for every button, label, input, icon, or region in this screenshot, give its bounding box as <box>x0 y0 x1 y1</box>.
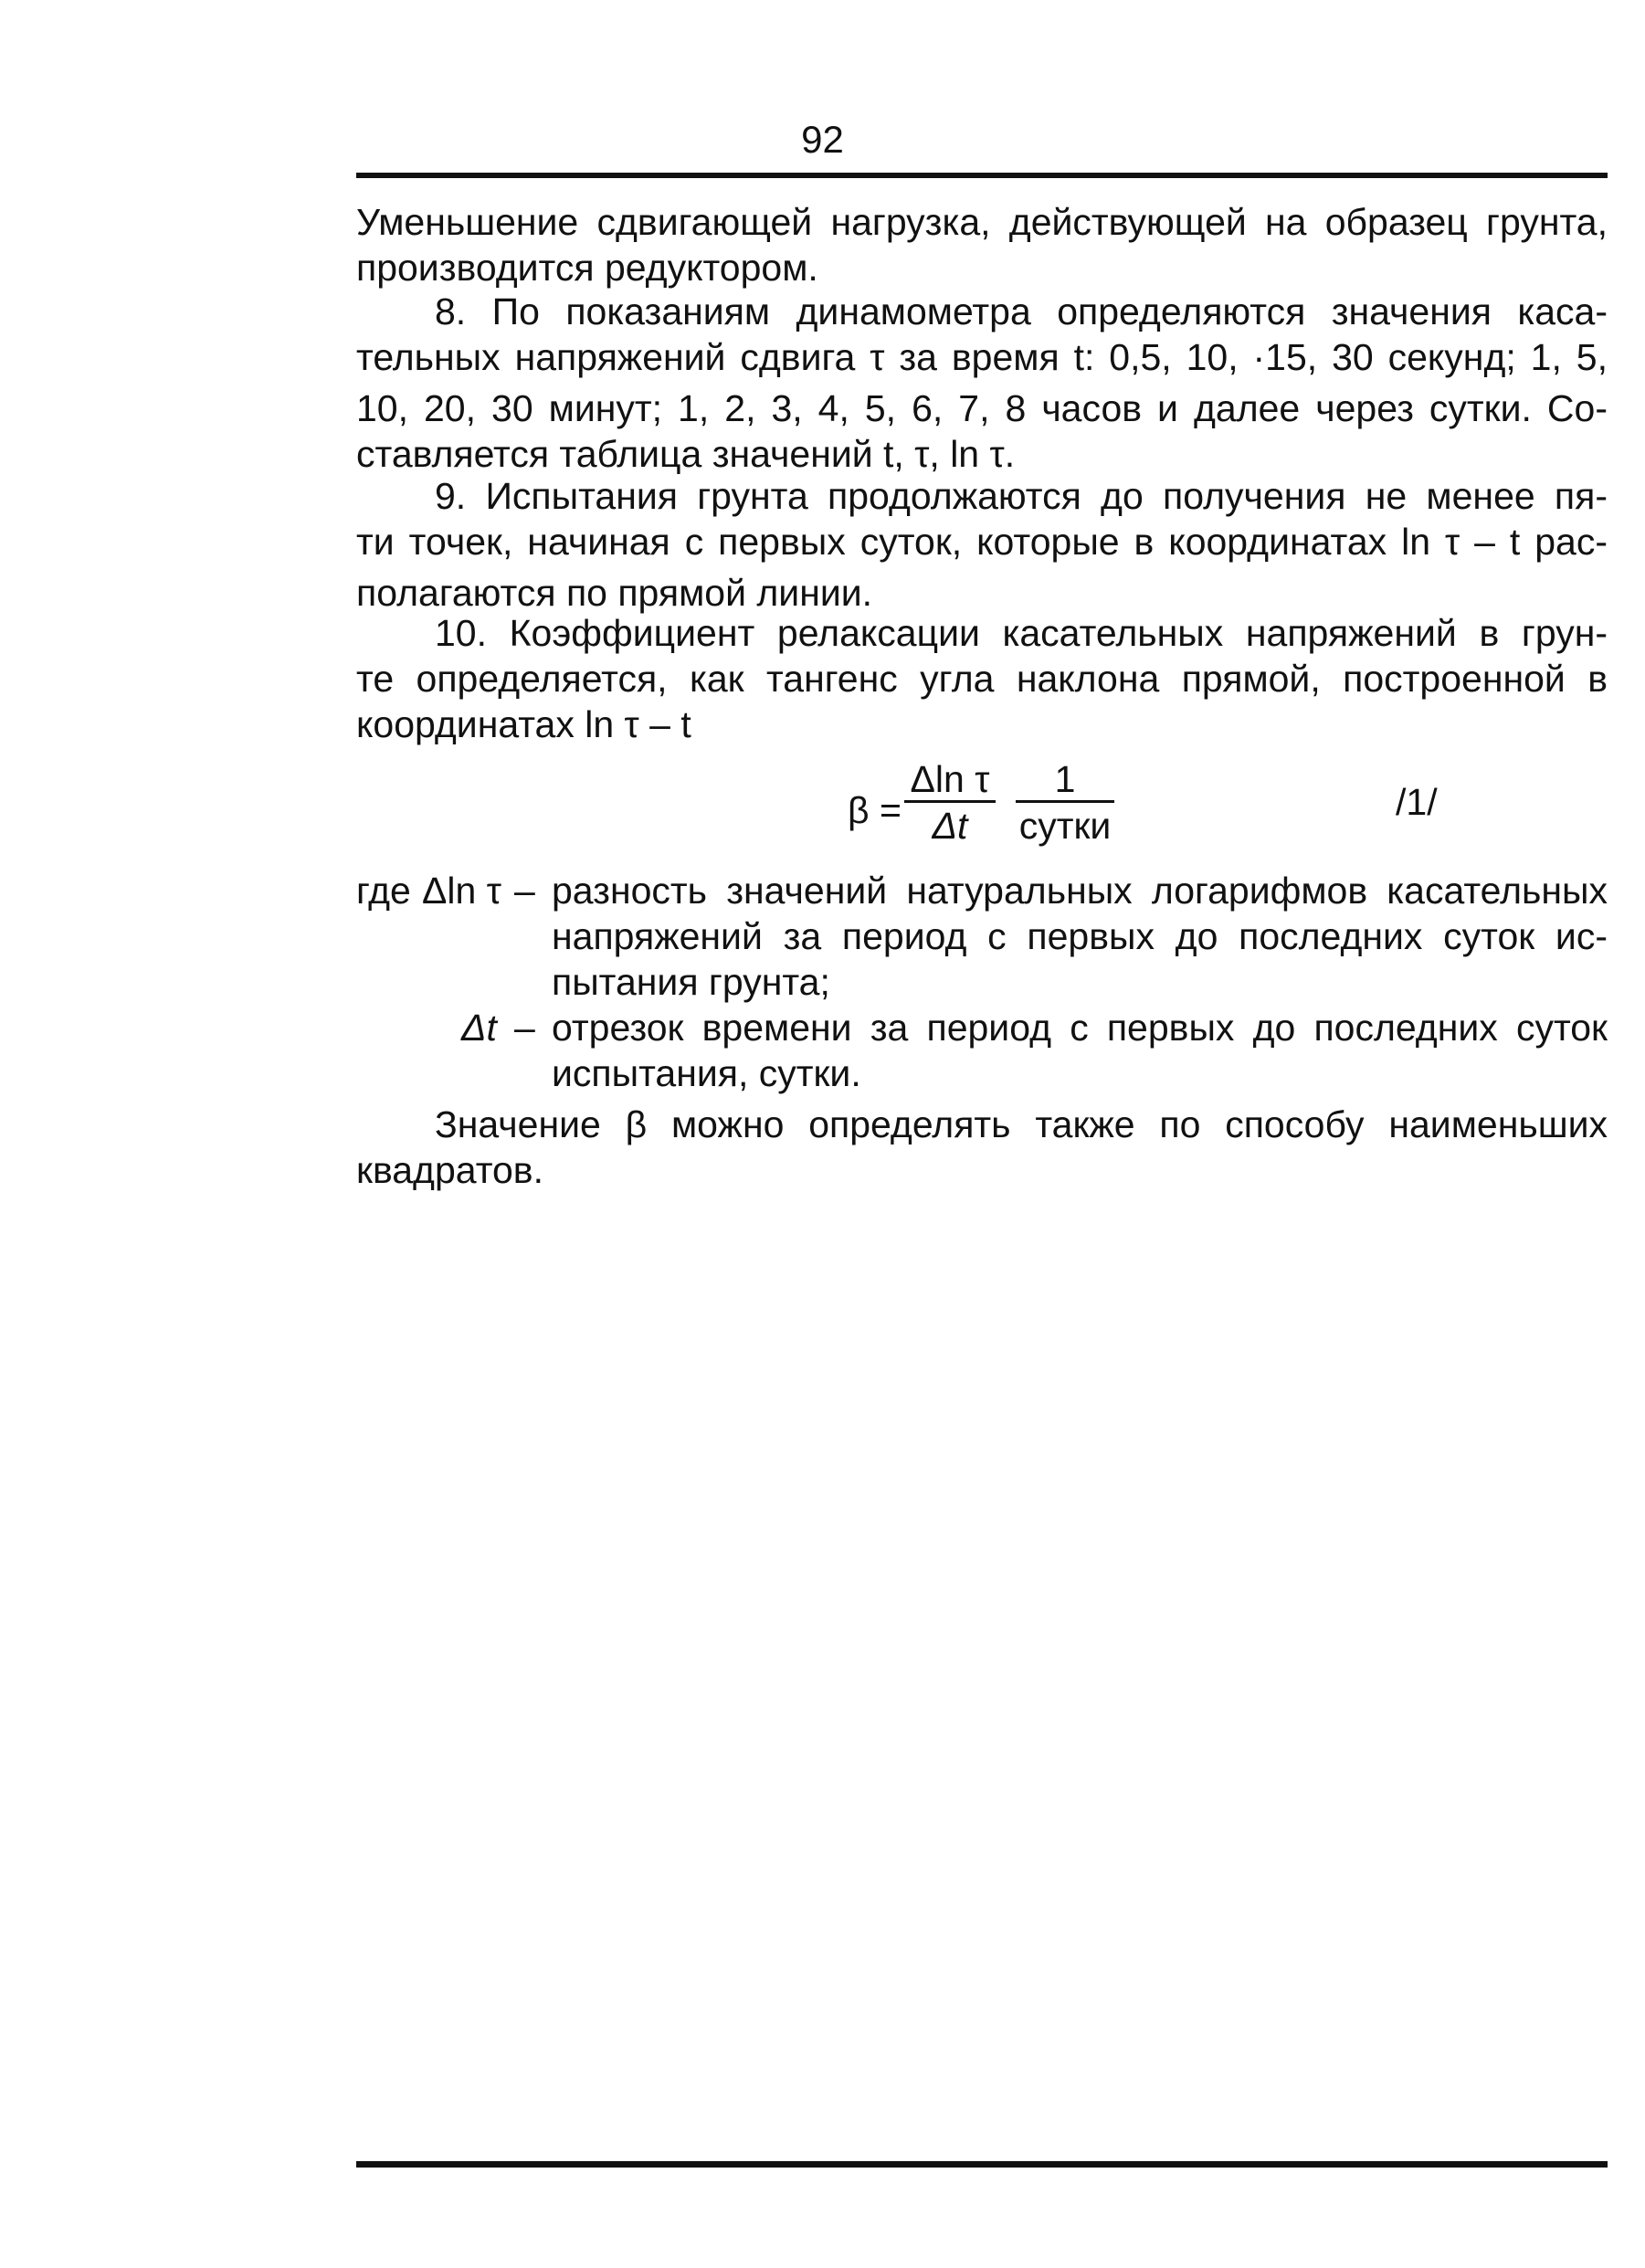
definition-term: Δln τ <box>422 870 501 912</box>
footer-rule <box>356 2161 1608 2168</box>
fraction-numerator: Δln τ <box>910 758 990 800</box>
formula-lhs: β = <box>848 789 902 831</box>
fraction-unit <box>1016 758 1114 849</box>
text-line: Значение β можно определять также по способу наименьших <box>435 1103 1608 1145</box>
definition-term: Δt <box>461 1007 497 1049</box>
definition-text: испытания, сутки. <box>552 1052 861 1094</box>
definition-row <box>356 1005 1608 1050</box>
text-line: 8. По показаниям динамометра определяются значения каса- <box>435 290 1608 332</box>
text-line: те определяется, как тангенс угла наклона прямой, построенной в <box>356 658 1608 700</box>
definition-dash: – <box>514 1007 535 1049</box>
paragraph-9 <box>356 473 1608 616</box>
closing-paragraph <box>356 1102 1608 1193</box>
text-line: производится редуктором. <box>356 247 818 289</box>
text-line: Уменьшение сдвигающей нагрузка, действующей на образец грунта, <box>356 201 1608 243</box>
definition-row <box>356 959 1608 1005</box>
text-line: ти точек, начиная с первых суток, которые в координатах ln τ – t рас- <box>356 521 1608 563</box>
equation-number: /1/ <box>1396 781 1438 823</box>
definitions <box>356 868 1608 1096</box>
text-line: 10, 20, 30 минут; 1, 2, 3, 4, 5, 6, 7, 8 часов и далее через сутки. Со- <box>356 387 1608 429</box>
definition-row <box>356 1050 1608 1096</box>
fraction-denominator: Δt <box>932 805 968 847</box>
definition-lead: где <box>356 870 411 912</box>
page-number: 92 <box>801 118 844 161</box>
definition-text: пытания грунта; <box>552 961 830 1003</box>
fraction-denominator: сутки <box>1018 805 1112 847</box>
definition-text: отрезок времени за период с первых до последних суток <box>552 1007 1608 1049</box>
paragraph-8 <box>356 289 1608 477</box>
definition-dash: – <box>514 870 535 912</box>
paragraph-10 <box>356 610 1608 747</box>
text-line: квадратов. <box>356 1149 543 1191</box>
fraction-numerator: 1 <box>1054 758 1076 800</box>
text-line: тельных напряжений сдвига τ за время t: 0,5, 10, ·15, 30 секунд; 1, 5, <box>356 336 1608 378</box>
definition-row <box>356 913 1608 959</box>
paragraph-1 <box>356 199 1608 290</box>
fraction-delta-ln-tau <box>904 758 996 849</box>
text-line: 10. Коэффициент релаксации касательных напряжений в грун- <box>435 612 1608 654</box>
definition-row <box>356 868 1608 913</box>
text-line: координатах ln τ – t <box>356 703 691 745</box>
definition-text: разность значений натуральных логарифмов касательных <box>552 870 1608 912</box>
header-rule <box>356 173 1608 178</box>
formula <box>356 758 1608 859</box>
definition-text: напряжений за период с первых до последних суток ис- <box>552 915 1608 957</box>
text-line: 9. Испытания грунта продолжаются до получения не менее пя- <box>435 475 1608 517</box>
text-line: полагаются по прямой линии. <box>356 572 873 614</box>
text-line: ставляется таблица значений t, τ, ln τ. <box>356 433 1016 475</box>
